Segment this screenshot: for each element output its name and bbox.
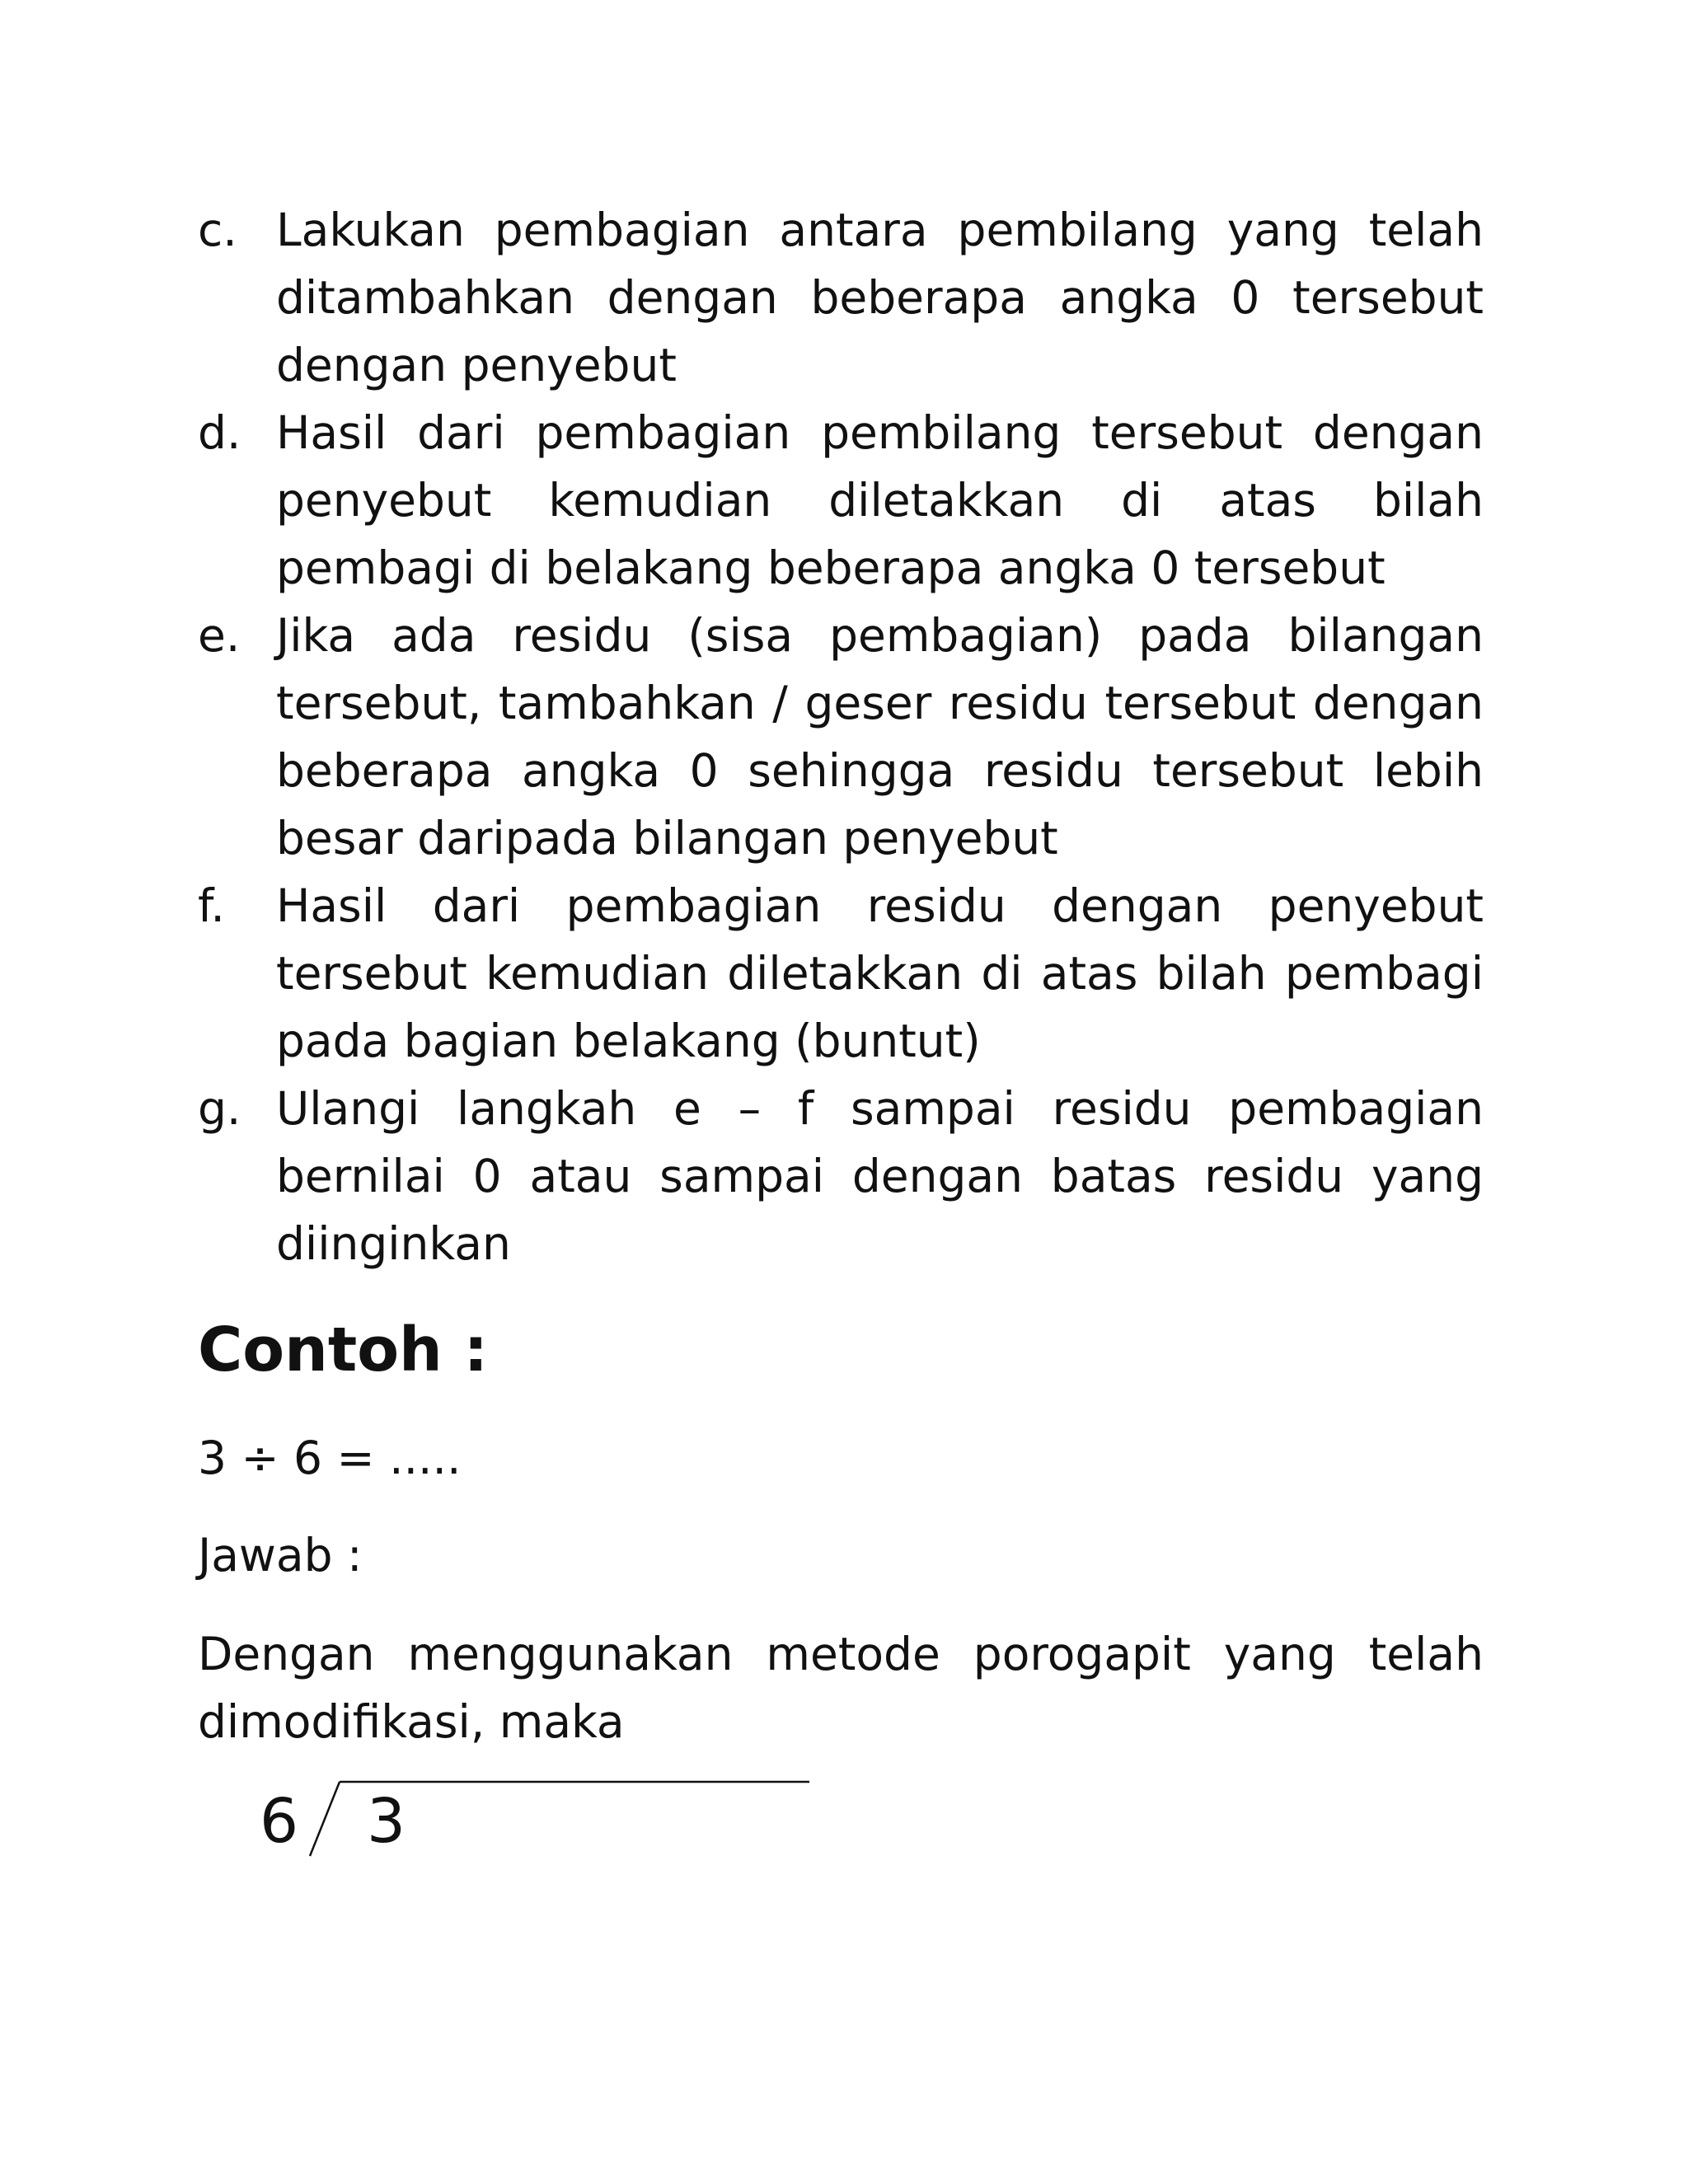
list-marker: e. bbox=[198, 609, 241, 662]
list-item bbox=[198, 399, 1484, 602]
method-description: Dengan menggunakan metode porogapit yang telah dimodifikasi, maka bbox=[198, 1628, 1484, 1748]
list-marker: g. bbox=[198, 1082, 241, 1135]
long-division bbox=[198, 1772, 1484, 1871]
list-marker: d. bbox=[198, 406, 241, 459]
answer-label: Jawab : bbox=[198, 1529, 363, 1582]
division-divisor: 6 bbox=[260, 1786, 299, 1857]
list-item bbox=[198, 1075, 1484, 1277]
example-heading: Contoh : bbox=[198, 1315, 489, 1385]
document-page bbox=[198, 196, 1484, 1871]
list-marker: c. bbox=[198, 204, 237, 256]
steps-list bbox=[198, 196, 1484, 1277]
list-item-text: Jika ada residu (sisa pembagian) pada bilangan tersebut, tambahkan / geser residu tersebut dengan beberapa angka 0 sehingga residu tersebut lebih besar daripada bilangan penyebut bbox=[276, 609, 1484, 865]
division-dividend: 3 bbox=[367, 1786, 406, 1857]
list-item-text: Hasil dari pembagian pembilang tersebut dengan penyebut kemudian diletakkan di atas bilah pembagi di belakang beberapa angka 0 tersebut bbox=[276, 406, 1484, 594]
list-item-text: Lakukan pembagian antara pembilang yang telah ditambahkan dengan beberapa angka 0 tersebut dengan penyebut bbox=[276, 204, 1484, 391]
list-item-text: Hasil dari pembagian residu dengan penyebut tersebut kemudian diletakkan di atas bilah pembagi pada bagian belakang (buntut) bbox=[276, 879, 1484, 1067]
example-equation: 3 ÷ 6 = ..... bbox=[198, 1432, 462, 1484]
list-item bbox=[198, 196, 1484, 399]
list-item-text: Ulangi langkah e – f sampai residu pembagian bernilai 0 atau sampai dengan batas residu yang diinginkan bbox=[276, 1082, 1484, 1270]
list-item bbox=[198, 872, 1484, 1075]
list-marker: f. bbox=[198, 879, 225, 932]
list-item bbox=[198, 602, 1484, 872]
